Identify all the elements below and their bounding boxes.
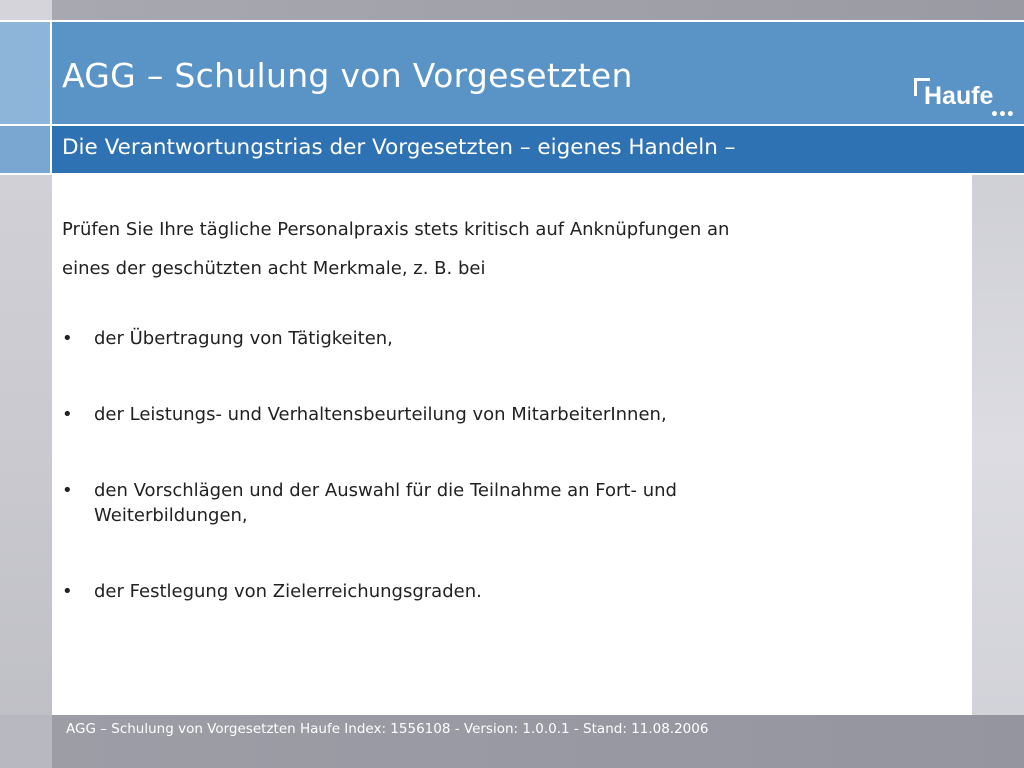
slide-title: AGG – Schulung von Vorgesetzten <box>62 56 633 95</box>
bullet-icon: • <box>62 581 73 602</box>
list-item-text-line-1: den Vorschlägen und der Auswahl für die Teilnahme an Fort- und <box>94 480 677 501</box>
title-bar-accent <box>0 22 52 124</box>
intro-line-2: eines der geschützten acht Merkmale, z. B. bei <box>62 258 486 279</box>
list-item <box>62 579 942 604</box>
list-item <box>62 402 942 427</box>
subtitle-bar-accent <box>0 126 52 173</box>
right-decorative-strip <box>972 175 1024 715</box>
slide-subtitle: Die Verantwortungstrias der Vorgesetzten – eigenes Handeln – <box>62 135 736 160</box>
intro-paragraph <box>62 210 942 288</box>
title-bar <box>0 20 1024 126</box>
footer-bar <box>0 715 1024 768</box>
haufe-logo <box>914 78 1014 124</box>
subtitle-bar <box>0 126 1024 175</box>
list-item <box>62 326 942 351</box>
logo-wordmark: Haufe <box>924 82 994 110</box>
list-item-text: der Übertragung von Tätigkeiten, <box>94 328 393 349</box>
bullet-list <box>62 326 942 604</box>
bullet-icon: • <box>62 328 73 349</box>
top-band <box>52 0 1024 20</box>
footer-text: AGG – Schulung von Vorgesetzten Haufe Index: 1556108 - Version: 1.0.0.1 - Stand: 11.08.2006 <box>66 721 709 737</box>
slide-content <box>62 210 942 604</box>
bullet-icon: • <box>62 404 73 425</box>
list-item <box>62 478 942 528</box>
list-item-text-line-2: Weiterbildungen, <box>94 505 248 526</box>
list-item-text: der Festlegung von Zielerreichungsgraden. <box>94 581 482 602</box>
logo-dots: ••• <box>990 107 1014 123</box>
intro-line-1: Prüfen Sie Ihre tägliche Personalpraxis stets kritisch auf Anknüpfungen an <box>62 219 730 240</box>
list-item-text: der Leistungs- und Verhaltensbeurteilung von MitarbeiterInnen, <box>94 404 667 425</box>
bullet-icon: • <box>62 480 73 501</box>
